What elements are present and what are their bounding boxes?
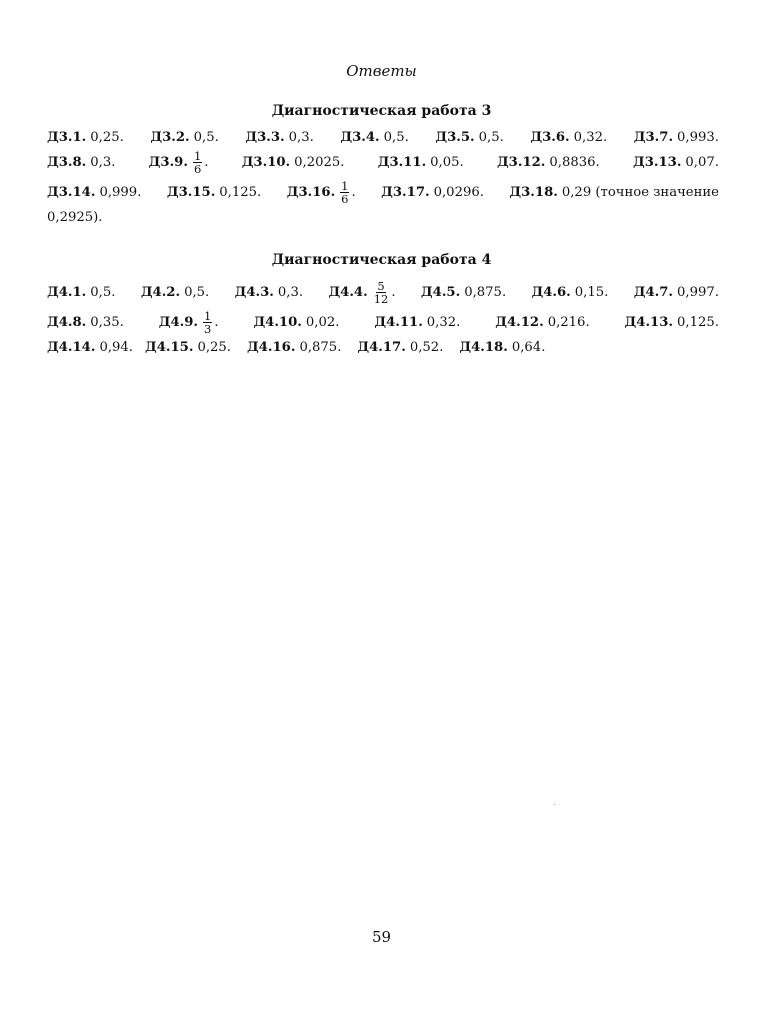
answer-label: Д3.16.	[286, 184, 336, 200]
answer-label: Д3.8.	[47, 154, 87, 170]
answer-item	[459, 340, 545, 355]
answer-value: 0,875.	[464, 284, 507, 300]
answer-item	[497, 155, 600, 170]
answer-item	[253, 315, 339, 330]
answer-item: Д4.4. $\frac{5}{12}$ .	[328, 278, 396, 306]
answer-value: 0,25.	[90, 129, 124, 145]
answer-value: 0,0296.	[433, 184, 484, 200]
answer-item	[374, 315, 460, 330]
answer-item	[532, 285, 609, 300]
answer-line	[47, 307, 719, 337]
answer-value: 0,32.	[426, 314, 461, 330]
answer-item: Д3.9. $\frac{1}{6}$ .	[148, 148, 209, 176]
answer-label: Д4.6.	[531, 284, 571, 300]
answers-block-3	[47, 127, 719, 227]
page-number: 59	[371, 928, 392, 946]
answer-label: Д4.10.	[253, 314, 302, 330]
answer-label: Д3.4.	[340, 129, 380, 145]
section-title-4: Диагностическая работа 4	[271, 252, 492, 268]
answer-value: 0,125.	[219, 184, 262, 200]
fraction	[203, 310, 212, 335]
answer-label: Д3.9.	[148, 154, 188, 170]
answer-value: 0,5.	[478, 129, 504, 145]
answer-label: Д4.9.	[158, 314, 198, 330]
page-header: Ответы	[346, 62, 417, 80]
answer-item	[634, 285, 719, 300]
answer-label: Д4.18.	[459, 339, 508, 355]
answer-item	[381, 185, 484, 200]
fraction	[373, 280, 390, 305]
answer-item	[530, 130, 607, 145]
answer-item	[47, 185, 141, 200]
answer-label: Д4.3.	[234, 284, 274, 300]
answer-line	[47, 147, 719, 177]
answer-value: 0,35.	[90, 314, 124, 330]
answer-label: Д4.5.	[420, 284, 461, 300]
answer-value: 0,997.	[676, 284, 719, 300]
fraction	[193, 150, 202, 175]
answer-value: 0,05.	[430, 154, 464, 170]
answer-label: Д3.7.	[633, 129, 674, 145]
answer-value: 0,993.	[677, 129, 719, 145]
answer-value: 0,875.	[299, 339, 342, 355]
answer-item	[47, 340, 133, 355]
fraction-numerator: 1	[341, 178, 349, 193]
answer-label: Д4.12.	[495, 314, 544, 330]
fraction-numerator: 1	[193, 148, 202, 163]
answer-label: Д3.3.	[245, 129, 285, 145]
answer-item	[235, 285, 303, 300]
answer-label: Д4.11.	[374, 314, 423, 330]
answer-label: Д4.15.	[145, 339, 194, 355]
answer-label: Д4.13.	[624, 314, 673, 330]
answer-item	[509, 185, 719, 200]
answer-label: Д3.10.	[241, 154, 291, 170]
fraction-numerator: 5	[377, 278, 385, 293]
answer-label: Д3.13.	[632, 154, 682, 170]
answer-item: Д3.16. $\frac{1}{6}$ .	[286, 178, 356, 206]
answer-value: 0,2025.	[294, 154, 345, 170]
answer-item	[47, 130, 124, 145]
answer-value: 0,5.	[90, 284, 116, 300]
answer-item	[357, 340, 443, 355]
answer-value: 0,29 (точное значение	[561, 184, 719, 200]
fraction-denominator: 6	[341, 191, 349, 206]
answer-item	[167, 185, 261, 200]
answer-label: Д4.8.	[47, 314, 87, 330]
answer-label: Д4.2.	[140, 284, 181, 300]
answer-item	[47, 155, 115, 170]
answer-label: Д3.17.	[381, 184, 430, 200]
fraction	[340, 180, 349, 205]
answers-block-4	[47, 277, 719, 357]
answer-label: Д3.1.	[47, 129, 87, 145]
answer-value: 0,07.	[685, 154, 719, 170]
answer-label: Д3.14.	[47, 184, 96, 200]
answer-label: Д4.16.	[247, 339, 296, 355]
answer-item	[245, 130, 313, 145]
answer-item	[242, 155, 345, 170]
answer-line	[47, 177, 719, 207]
answer-label: Д3.11.	[377, 154, 427, 170]
answer-value: 0,3.	[288, 129, 314, 145]
answer-value: 0,3.	[277, 284, 304, 300]
answer-value: 0,216.	[547, 314, 590, 330]
section-title-3: Диагностическая работа 3	[271, 103, 492, 119]
answer-value: 0,2925).	[47, 209, 103, 225]
answer-value: 0,64.	[511, 339, 546, 355]
answer-label: Д3.2.	[150, 129, 190, 145]
answer-value: 0,15.	[574, 284, 609, 300]
answer-label: Д4.4.	[328, 284, 368, 300]
answer-item	[47, 315, 124, 330]
answer-value: 0,52.	[409, 339, 444, 355]
answer-label: Д3.15.	[166, 184, 216, 200]
answer-value: 0,94.	[99, 339, 133, 355]
answer-item	[634, 130, 719, 145]
fraction-numerator: 1	[204, 308, 212, 323]
answer-value: 0,8836.	[549, 154, 600, 170]
answer-label: Д3.18.	[509, 184, 558, 200]
answer-item	[47, 210, 102, 225]
answer-item	[378, 155, 464, 170]
answer-value: 0,5.	[383, 129, 409, 145]
answer-value: 0,02.	[305, 314, 340, 330]
answer-value: 0,5.	[193, 129, 219, 145]
answer-label: Д4.1.	[47, 284, 87, 300]
answer-item	[625, 315, 719, 330]
answer-value: 0,3.	[90, 154, 116, 170]
answer-value: 0,5.	[184, 284, 210, 300]
answer-value: 0,32.	[573, 129, 608, 145]
answer-item	[435, 130, 503, 145]
answer-value: 0,999.	[99, 184, 142, 200]
answer-item	[150, 130, 218, 145]
answer-item	[495, 315, 589, 330]
answer-label: Д3.5.	[435, 129, 475, 145]
fraction-denominator: 3	[204, 321, 212, 336]
answer-label: Д4.17.	[357, 339, 406, 355]
answer-line	[47, 207, 719, 227]
answer-item	[421, 285, 506, 300]
answer-value: 0,25.	[197, 339, 231, 355]
fraction-denominator: 12	[373, 291, 389, 306]
answer-line	[47, 127, 719, 147]
answer-item	[340, 130, 408, 145]
answer-item	[247, 340, 341, 355]
answer-value: 0,125.	[676, 314, 719, 330]
answer-label: Д4.14.	[47, 339, 96, 355]
fraction-denominator: 6	[193, 161, 202, 176]
answer-label: Д4.7.	[633, 284, 673, 300]
answer-line	[47, 337, 719, 357]
answer-item: Д4.9. $\frac{1}{3}$ .	[158, 308, 219, 336]
answer-item	[633, 155, 719, 170]
answer-item	[47, 285, 115, 300]
answer-item	[141, 285, 209, 300]
answer-line	[47, 277, 719, 307]
answer-label: Д3.6.	[530, 129, 570, 145]
scan-speck	[554, 804, 555, 805]
answer-item	[145, 340, 231, 355]
answer-label: Д3.12.	[496, 154, 546, 170]
